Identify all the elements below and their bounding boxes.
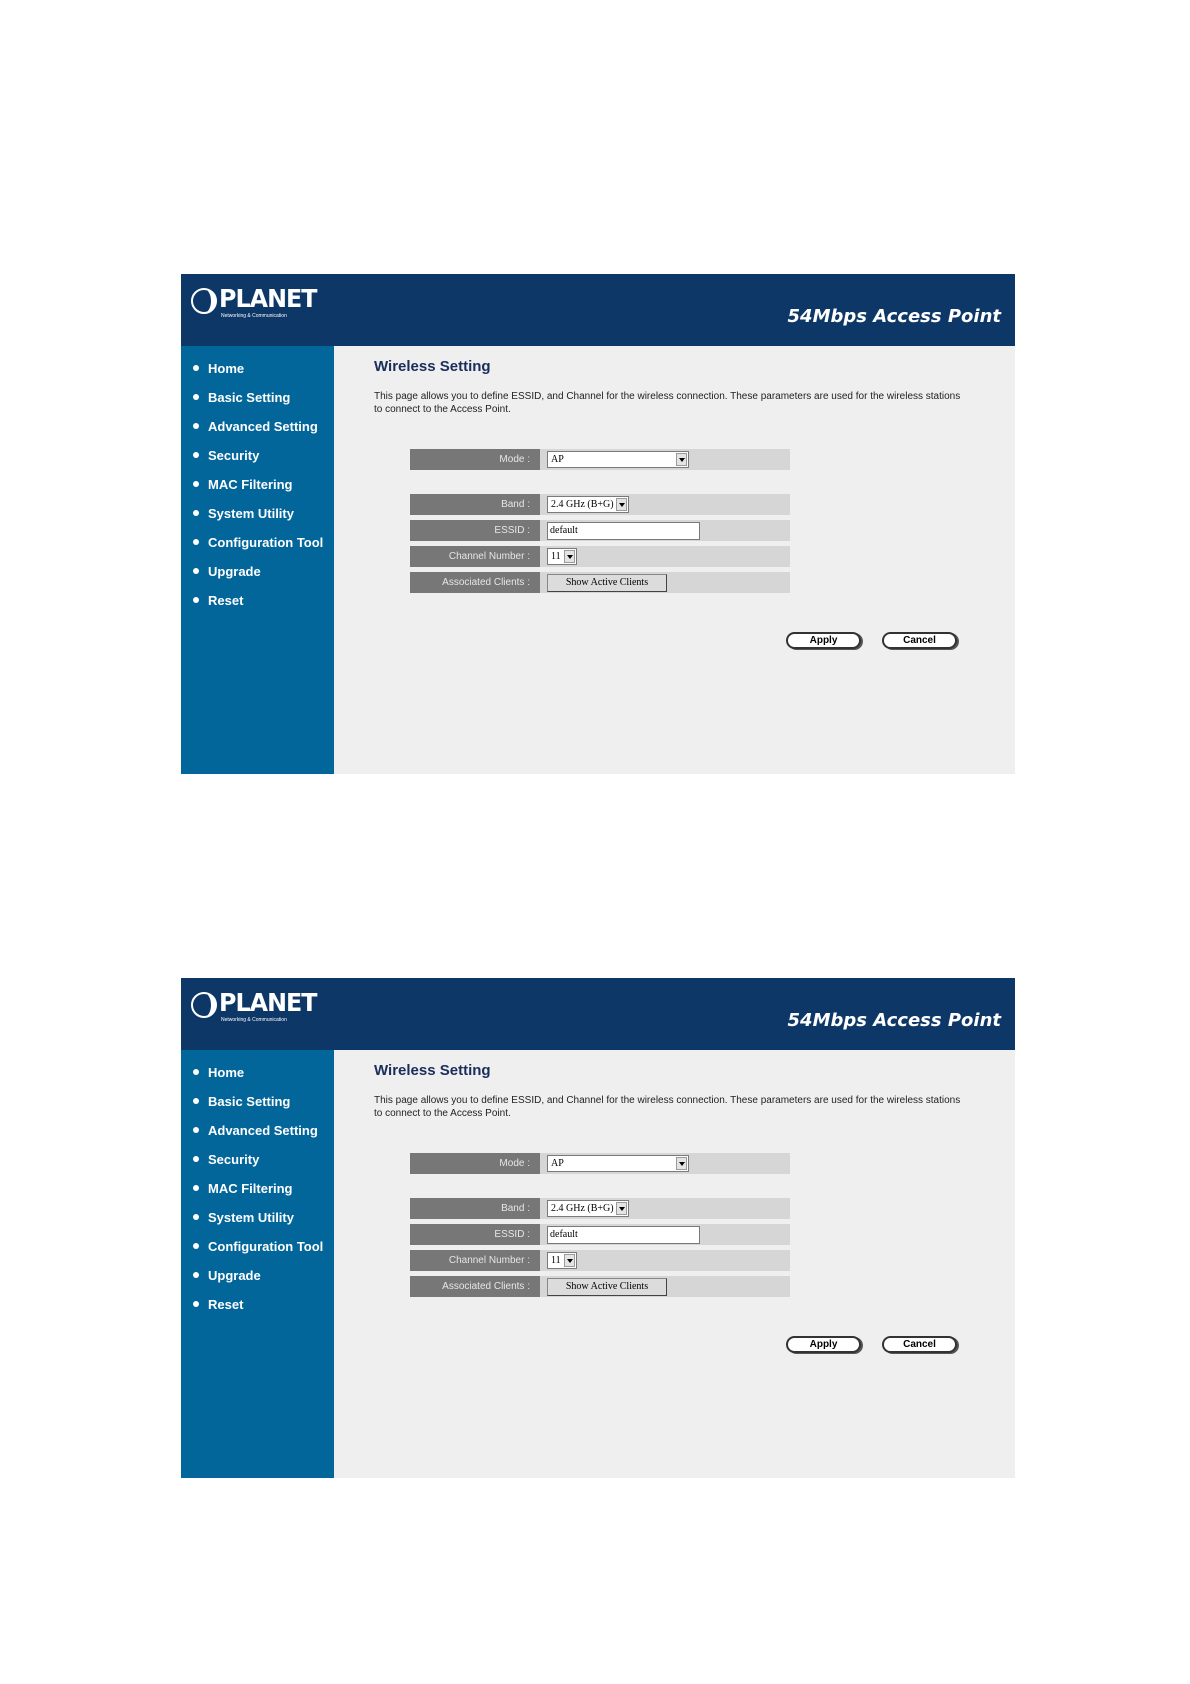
chevron-down-icon[interactable]	[564, 550, 575, 563]
bullet-icon	[193, 597, 199, 603]
sidebar-item-label: Home	[208, 360, 245, 376]
band-select[interactable]	[547, 1200, 629, 1217]
sidebar-item-reset[interactable]	[193, 590, 243, 610]
sidebar-item-security[interactable]	[193, 445, 259, 465]
mode-select-value: AP	[551, 1158, 564, 1169]
sidebar-item-label: Upgrade	[208, 1267, 261, 1283]
band-select-value: 2.4 GHz (B+G)	[551, 499, 614, 510]
bullet-icon	[193, 394, 199, 400]
main-content	[334, 1050, 1015, 1478]
router-admin-screenshot	[181, 274, 1015, 774]
channel-select[interactable]	[547, 548, 577, 565]
sidebar-item-home[interactable]	[193, 1062, 244, 1082]
essid-input[interactable]: default	[547, 522, 700, 540]
essid-label: ESSID :	[410, 520, 540, 541]
sidebar-item-home[interactable]	[193, 358, 244, 378]
sidebar-item-advanced-setting[interactable]	[193, 416, 318, 436]
sidebar-item-label: MAC Filtering	[208, 476, 293, 492]
channel-row	[410, 546, 790, 567]
sidebar-item-label: System Utility	[208, 1209, 294, 1225]
chevron-down-icon[interactable]	[616, 1202, 627, 1215]
cancel-button[interactable]: Cancel	[882, 1336, 957, 1353]
cancel-button[interactable]: Cancel	[882, 632, 957, 649]
sidebar-item-label: Home	[208, 1064, 245, 1080]
planet-logo-icon	[191, 288, 217, 314]
apply-button[interactable]: Apply	[786, 632, 861, 649]
mode-row	[410, 449, 790, 470]
sidebar-item-label: System Utility	[208, 505, 294, 521]
clients-label: Associated Clients :	[410, 572, 540, 593]
clients-label: Associated Clients :	[410, 1276, 540, 1297]
chevron-down-icon[interactable]	[564, 1254, 575, 1267]
sidebar-nav	[181, 1050, 334, 1478]
clients-row	[410, 572, 790, 593]
sidebar-item-advanced-setting[interactable]	[193, 1120, 318, 1140]
bullet-icon	[193, 1272, 199, 1278]
bullet-icon	[193, 539, 199, 545]
show-active-clients-button[interactable]: Show Active Clients	[547, 574, 667, 592]
sidebar-item-security[interactable]	[193, 1149, 259, 1169]
sidebar-item-reset[interactable]	[193, 1294, 243, 1314]
band-label: Band :	[410, 494, 540, 515]
sidebar-item-label: MAC Filtering	[208, 1180, 293, 1196]
sidebar-item-label: Basic Setting	[208, 1093, 291, 1109]
channel-label: Channel Number :	[410, 1250, 540, 1271]
sidebar-item-mac-filtering[interactable]	[193, 1178, 293, 1198]
sidebar-item-label: Configuration Tool	[208, 534, 324, 550]
channel-row	[410, 1250, 790, 1271]
mode-select[interactable]	[547, 451, 689, 468]
bullet-icon	[193, 365, 199, 371]
logo-tagline: Networking & Communication	[221, 1017, 287, 1023]
sidebar-item-upgrade[interactable]	[193, 1265, 261, 1285]
apply-button[interactable]: Apply	[786, 1336, 861, 1353]
sidebar-item-mac-filtering[interactable]	[193, 474, 293, 494]
sidebar-item-label: Configuration Tool	[208, 1238, 324, 1254]
bullet-icon	[193, 1127, 199, 1133]
essid-input[interactable]: default	[547, 1226, 700, 1244]
bullet-icon	[193, 510, 199, 516]
header-bar	[181, 978, 1015, 1050]
sidebar-item-label: Upgrade	[208, 563, 261, 579]
essid-label: ESSID :	[410, 1224, 540, 1245]
sidebar-item-label: Reset	[208, 1296, 244, 1312]
sidebar-item-label: Reset	[208, 592, 244, 608]
channel-select-value: 11	[551, 551, 561, 562]
planet-logo-icon	[191, 992, 217, 1018]
mode-row	[410, 1153, 790, 1174]
channel-label: Channel Number :	[410, 546, 540, 567]
band-row	[410, 1198, 790, 1219]
bullet-icon	[193, 423, 199, 429]
chevron-down-icon[interactable]	[676, 453, 687, 466]
header-bar	[181, 274, 1015, 346]
bullet-icon	[193, 1069, 199, 1075]
chevron-down-icon[interactable]	[676, 1157, 687, 1170]
band-select[interactable]	[547, 496, 629, 513]
page-title: Wireless Setting	[374, 358, 491, 375]
sidebar-nav	[181, 346, 334, 774]
sidebar-item-label: Security	[208, 447, 260, 463]
clients-row	[410, 1276, 790, 1297]
sidebar-item-basic-setting[interactable]	[193, 1091, 290, 1111]
sidebar-item-upgrade[interactable]	[193, 561, 261, 581]
sidebar-item-label: Security	[208, 1151, 260, 1167]
bullet-icon	[193, 1156, 199, 1162]
sidebar-item-label: Advanced Setting	[208, 1122, 318, 1138]
bullet-icon	[193, 1301, 199, 1307]
mode-label: Mode :	[410, 1153, 540, 1174]
channel-select[interactable]	[547, 1252, 577, 1269]
channel-select-value: 11	[551, 1255, 561, 1266]
logo-tagline: Networking & Communication	[221, 313, 287, 319]
band-row	[410, 494, 790, 515]
bullet-icon	[193, 1214, 199, 1220]
sidebar-item-system-utility[interactable]	[193, 503, 294, 523]
sidebar-item-configuration-tool[interactable]	[193, 532, 323, 552]
show-active-clients-button[interactable]: Show Active Clients	[547, 1278, 667, 1296]
logo-name: PLANET	[219, 988, 317, 1017]
router-admin-screenshot	[181, 978, 1015, 1478]
sidebar-item-label: Advanced Setting	[208, 418, 318, 434]
chevron-down-icon[interactable]	[616, 498, 627, 511]
bullet-icon	[193, 568, 199, 574]
bullet-icon	[193, 481, 199, 487]
band-select-value: 2.4 GHz (B+G)	[551, 1203, 614, 1214]
bullet-icon	[193, 1185, 199, 1191]
essid-row	[410, 1224, 790, 1245]
mode-label: Mode :	[410, 449, 540, 470]
product-title: 54Mbps Access Point	[787, 1010, 1001, 1031]
mode-select[interactable]	[547, 1155, 689, 1172]
page-title: Wireless Setting	[374, 1062, 491, 1079]
logo-name: PLANET	[219, 284, 317, 313]
bullet-icon	[193, 1243, 199, 1249]
sidebar-item-label: Basic Setting	[208, 389, 291, 405]
sidebar-item-basic-setting[interactable]	[193, 387, 290, 407]
sidebar-item-configuration-tool[interactable]	[193, 1236, 323, 1256]
sidebar-item-system-utility[interactable]	[193, 1207, 294, 1227]
product-title: 54Mbps Access Point	[787, 306, 1001, 327]
bullet-icon	[193, 452, 199, 458]
page-description: This page allows you to define ESSID, and Channel for the wireless connection. These parameters are used for the wireless stations to connect to the Access Point.	[374, 391, 961, 415]
band-label: Band :	[410, 1198, 540, 1219]
page-description: This page allows you to define ESSID, and Channel for the wireless connection. These parameters are used for the wireless stations to connect to the Access Point.	[374, 1095, 961, 1119]
essid-row	[410, 520, 790, 541]
mode-select-value: AP	[551, 454, 564, 465]
main-content	[334, 346, 1015, 774]
bullet-icon	[193, 1098, 199, 1104]
